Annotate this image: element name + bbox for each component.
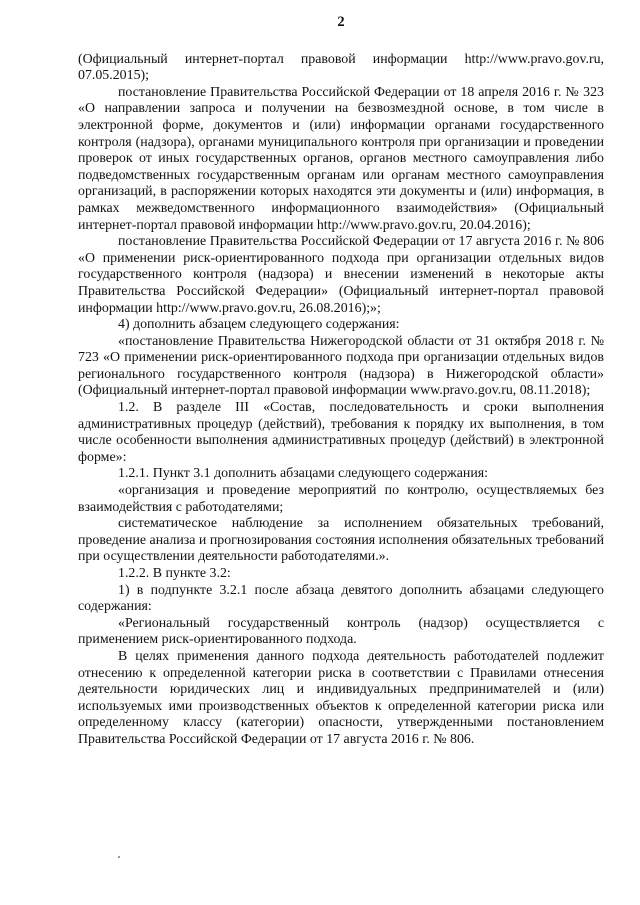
paragraph: (Официальный интернет-портал правовой информации http://www.pravo.gov.ru, 07.05.2015); <box>78 51 604 84</box>
paragraph: В целях применения данного подхода деятельность работодателей подлежит отнесению к определенной категории риска в соответствии с Правилами отнесения деятельности юридических лиц и индивидуальных предпринимателей и (или) используемых ими производственных объектов к определенной категории риска или определенному классу (категории) опасности, утвержденными постановлением Правительства Российской Федерации от 17 августа 2016 г. № 806. <box>78 648 604 747</box>
page-number: 2 <box>337 14 345 30</box>
scan-speck <box>118 856 120 858</box>
paragraph: 1) в подпункте 3.2.1 после абзаца девятого дополнить абзацами следующего содержания: <box>78 582 604 615</box>
paragraph: 4) дополнить абзацем следующего содержания: <box>118 317 400 333</box>
paragraph: постановление Правительства Российской Федерации от 18 апреля 2016 г. № 323 «О направлении запроса и получении на безвозмездной основе, в том числе в электронной форме, документов и (или) информации органами государственного контроля (надзора), органами муниципального контроля при организации и проведении проверок от иных государственных органов, органов местного самоуправления либо подведомственных государственным органам или органам местного самоуправления организаций, в распоряжении которых находятся эти документы и (или) информация, в рамках межведомственного информационного взаимодействия» (Официальный интернет-портал правовой информации http://www.pravo.gov.ru, 20.04.2016); <box>78 84 604 233</box>
paragraph: «Региональный государственный контроль (надзор) осуществляется с применением риск-ориентированного подхода. <box>78 615 604 648</box>
document-body <box>78 52 604 749</box>
paragraph: систематическое наблюдение за исполнением обязательных требований, проведение анализа и прогнозирования состояния исполнения обязательных требований при осуществлении деятельности работодателями.». <box>78 516 604 565</box>
paragraph: 1.2.2. В пункте 3.2: <box>118 566 231 581</box>
paragraph: «постановление Правительства Нижегородской области от 31 октября 2018 г. № 723 «О применении риск-ориентированного подхода при организации отдельных видов регионального государственного контроля (надзора) в Нижегородской области» (Официальный интернет-портал правовой информации www.pravo.gov.ru, 08.11.2018); <box>78 333 604 399</box>
paragraph: «организация и проведение мероприятий по контролю, осуществляемых без взаимодействия с работодателями; <box>78 483 604 515</box>
paragraph: постановление Правительства Российской Федерации от 17 августа 2016 г. № 806 «О применении риск-ориентированного подхода при организации отдельных видов государственного контроля (надзора) и внесении изменений в некоторые акты Правительства Российской Федерации» (Официальный интернет-портал правовой информации http://www.pravo.gov.ru, 26.08.2016);»; <box>78 234 604 316</box>
paragraph: 1.2. В разделе III «Состав, последовательность и сроки выполнения административных процедур (действий), требования к порядку их выполнения, в том числе особенности выполнения административных процедур (действий) в электронной форме»: <box>78 400 604 465</box>
paragraph: 1.2.1. Пункт 3.1 дополнить абзацами следующего содержания: <box>118 466 489 482</box>
